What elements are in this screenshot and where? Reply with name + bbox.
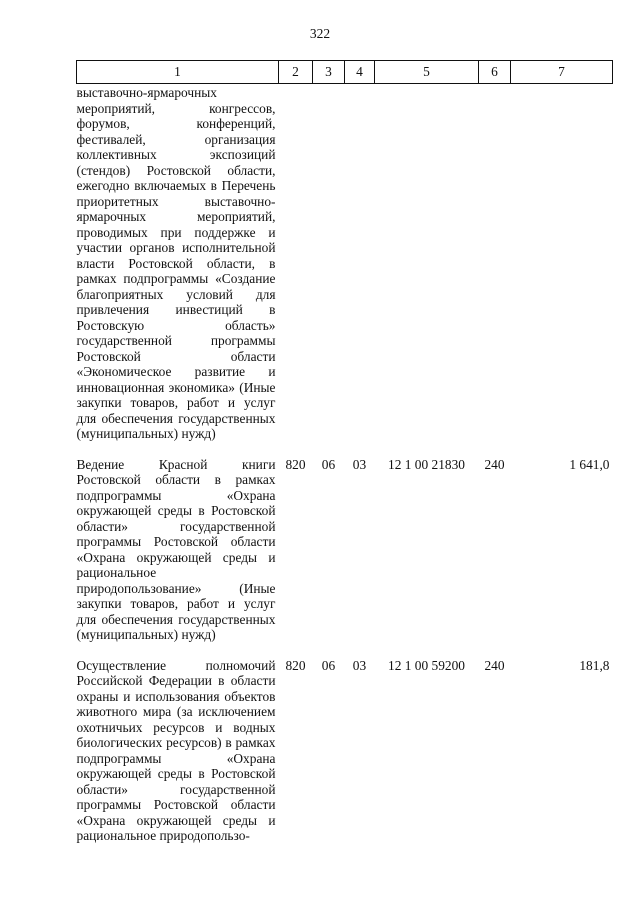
column-header-3: 3 bbox=[313, 61, 345, 84]
column-header-4: 4 bbox=[345, 61, 375, 84]
table-header-row bbox=[77, 61, 613, 84]
column-header-1: 1 bbox=[77, 61, 279, 84]
row-amount bbox=[511, 84, 613, 457]
row-section-code: 06 bbox=[321, 456, 336, 472]
row-ministry-code bbox=[279, 84, 313, 457]
row-subsection-code: 03 bbox=[352, 456, 367, 472]
row-ministry-code: 820 bbox=[285, 657, 306, 673]
row-expense-type: 240 bbox=[484, 456, 505, 472]
row-subsection-code: 03 bbox=[352, 657, 367, 673]
row-ministry-code: 820 bbox=[285, 456, 306, 472]
budget-table bbox=[76, 60, 613, 859]
page-number: 322 bbox=[309, 26, 331, 41]
row-subsection-code bbox=[345, 84, 375, 457]
row-description: Ведение Красной книги Ростовской области в рамках подпрограммы «Охрана окружающей среды в Ростовской области» государственной программы Ростовской области «Охрана окружающей среды и рациональное природопользование» (Иные закупки товаров, работ и услуг для обеспечения государственных (муниципальных) нужд) bbox=[76, 456, 276, 642]
row-amount: 1 641,0 bbox=[569, 456, 610, 472]
row-target-code: 12 1 00 59200 bbox=[388, 657, 465, 673]
column-header-6: 6 bbox=[479, 61, 511, 84]
row-target-code: 12 1 00 21830 bbox=[388, 456, 465, 472]
column-header-7: 7 bbox=[511, 61, 613, 84]
row-target-code bbox=[375, 84, 479, 457]
row-description: выставочно-ярмарочных мероприятий, конгрессов, форумов, конференций, фестивалей, организация коллективных экспозиций (стендов) Ростовской области, ежегодно включаемых в Перечень приоритетных выставочно-ярмарочных мероприятий, проводимых при поддержке и участии органов исполнительной власти Ростовской области, в рамках подпрограммы «Создание благоприятных условий для привлечения инвестиций в Ростовскую область» государственной программы Ростовской области «Экономическое развитие и инновационная экономика» (Иные закупки товаров, работ и услуг для обеспечения государственных (муниципальных) нужд) bbox=[76, 85, 276, 441]
table-row bbox=[77, 658, 613, 859]
row-section-code: 06 bbox=[321, 657, 336, 673]
row-description: Осуществление полномочий Российской Федерации в области охраны и использования объектов животного мира (за исключением охотничьих ресурсов и водных биологических ресурсов) в рамках подпрограммы «Охрана окружающей среды в Ростовской области» государственной программы Ростовской области «Охрана окружающей среды и рациональное природопользо- bbox=[76, 657, 276, 843]
column-header-5: 5 bbox=[375, 61, 479, 84]
column-header-2: 2 bbox=[279, 61, 313, 84]
table-row bbox=[77, 457, 613, 658]
row-amount: 181,8 bbox=[579, 657, 610, 673]
row-expense-type bbox=[479, 84, 511, 457]
row-section-code bbox=[313, 84, 345, 457]
table-row bbox=[77, 84, 613, 457]
row-expense-type: 240 bbox=[484, 657, 505, 673]
